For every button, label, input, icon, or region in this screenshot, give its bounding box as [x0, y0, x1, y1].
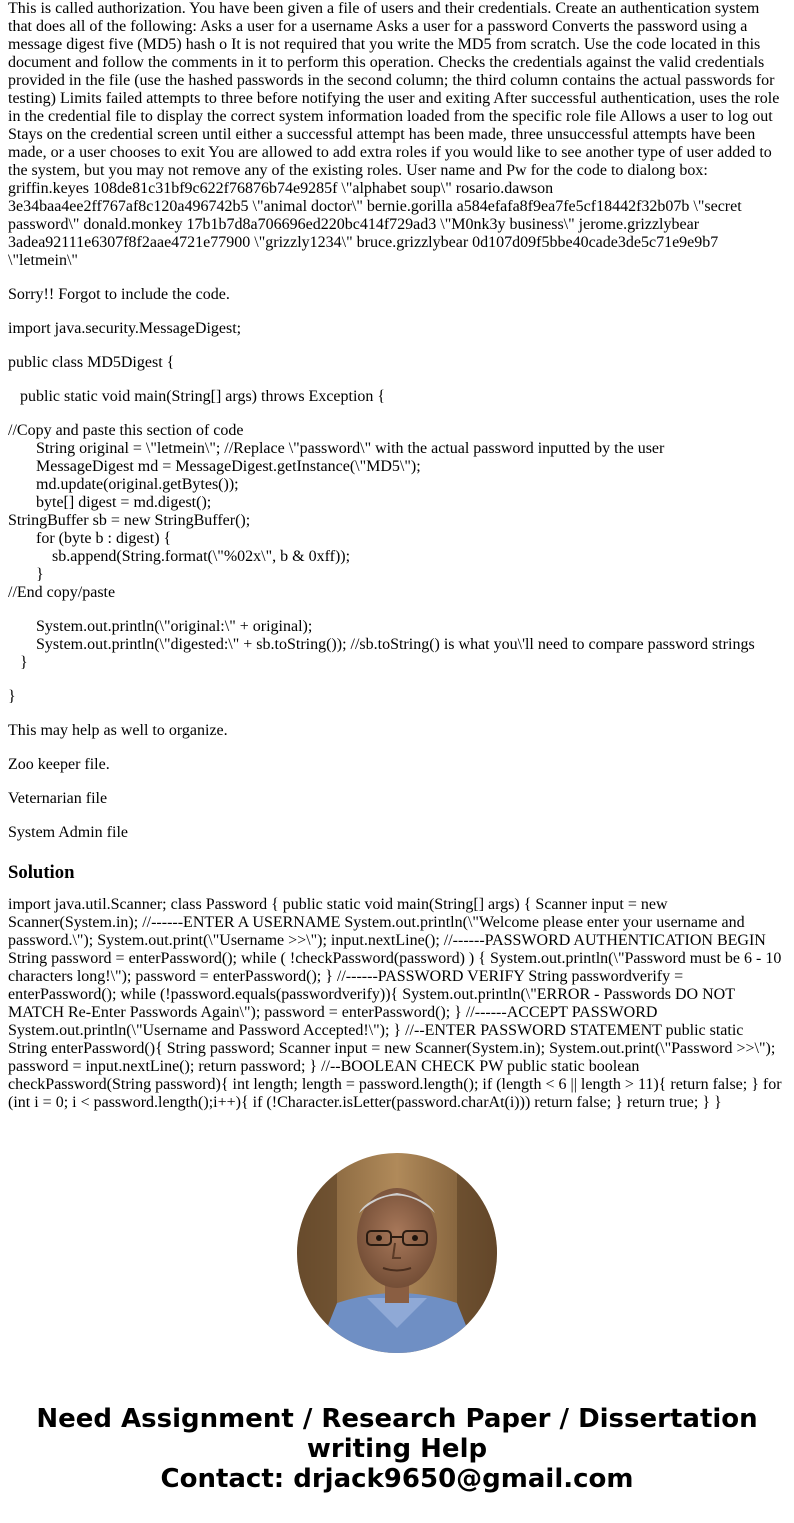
code-comment-copy: //Copy and paste this section of code	[8, 422, 244, 439]
zookeeper-file-label: Zoo keeper file.	[8, 756, 110, 773]
code-line-for: for (byte b : digest) {	[36, 530, 172, 547]
contact-banner-line2: Contact: drjack9650@gmail.com	[160, 1464, 634, 1494]
code-import: import java.security.MessageDigest;	[8, 320, 242, 337]
code-line-stringbuffer: StringBuffer sb = new StringBuffer();	[8, 512, 251, 529]
code-print-block	[8, 618, 786, 672]
code-line-digest: byte[] digest = md.digest();	[36, 494, 212, 511]
solution-body: import java.util.Scanner; class Password { public static void main(String[] args) { Scanner input = new Scanner(System.in); //------ENTER A USERNAME System.out.println(\"Welcome please enter your username and password.\"); System.out.print(\"Username >>\"); input.nextLine(); //------PASSWORD AUTHENTICATION BEGIN String password = enterPassword(); while ( !checkPassword(password) ) { System.out.println(\"Password must be 6 - 10 characters long!\"); password = enterPassword(); } //------PASSWORD VERIFY String passwordverify = enterPassword(); while (!password.equals(passwordverify)){ System.out.println(\"ERROR - Passwords DO NOT MATCH Re-Enter Passwords Again\"); password = enterPassword(); } //------ACCEPT PASSWORD System.out.println(\"Username and Password Accepted!\"); } //--ENTER PASSWORD STATEMENT public static String enterPassword(){ String password; Scanner input = new Scanner(System.in); System.out.print(\"Password >>\"); password = input.nextLine(); return password; } //--BOOLEAN CHECK PW public static boolean checkPassword(String password){ int length; length = password.length(); if (length < 6 || length > 11){ return false; } for (int i = 0; i < password.length();i++){ if (!Character.isLetter(password.charAt(i))) return false; } return true; } }	[8, 896, 782, 1111]
code-close-main: }	[20, 654, 28, 671]
veterinarian-file-label: Veternarian file	[8, 790, 108, 807]
code-line-original: String original = \"letmein\"; //Replace \"password\" with the actual password inputted by the user	[36, 440, 665, 457]
code-close-class: }	[8, 688, 16, 705]
contact-banner-line1: Need Assignment / Research Paper / Dissertation writing Help	[36, 1404, 758, 1464]
forgot-note: Sorry!! Forgot to include the code.	[8, 286, 230, 303]
code-main-declaration: public static void main(String[] args) throws Exception {	[20, 388, 386, 405]
code-comment-end: //End copy/paste	[8, 584, 116, 601]
code-print-original: System.out.println(\"original:\" + original);	[36, 618, 313, 635]
question-intro: This is called authorization. You have been given a file of users and their credentials. Create an authentication system that does all of the following: Asks a user for a username Asks a user for a password Converts the password using a message digest five (MD5) hash o It is not required that you write the MD5 from scratch. Use the code located in this document and follow the comments in it to perform this operation. Checks the credentials against the valid credentials provided in the file (use the hashed passwords in the second column; the third column contains the actual passwords for testing) Limits failed attempts to three before notifying the user and exiting After successful authentication, uses the role in the credential file to display the correct system information loaded from the specific role file Allows a user to log out Stays on the credential screen until either a successful attempt has been made, three unsuccessful attempts have been made, or a user chooses to exit You are allowed to add extra roles if you would like to see another type of user added to the system, but you may not remove any of the existing roles. User name and Pw for the code to dialong box: griffin.keyes 108de81c31bf9c622f76876b74e9285f \"alphabet soup\" rosario.dawson 3e34baa4ee2ff767af8c120a496742b5 \"animal doctor\" bernie.gorilla a584efafa8f9ea7fe5cf18442f32b07b \"secret password\" donald.monkey 17b1b7d8a706696ed220bc414f729ad3 \"M0nk3y business\" jerome.grizzlybear 3adea92111e6307f8f2aae4721e77900 \"grizzly1234\" bruce.grizzlybear 0d107d09f5bbe40cade3de5c71e9e9b7 \"letmein\"	[8, 0, 780, 269]
code-line-append: sb.append(String.format(\"%02x\", b & 0xff));	[52, 548, 351, 565]
code-line-md: MessageDigest md = MessageDigest.getInstance(\"MD5\");	[36, 458, 421, 475]
code-line-update: md.update(original.getBytes());	[36, 476, 239, 493]
sysadmin-file-label: System Admin file	[8, 824, 128, 841]
author-avatar	[297, 1153, 497, 1353]
author-portrait-image	[297, 1153, 497, 1353]
contact-banner	[0, 1404, 794, 1494]
organize-note: This may help as well to organize.	[8, 722, 228, 739]
code-class-declaration: public class MD5Digest {	[8, 354, 175, 371]
code-print-digested: System.out.println(\"digested:\" + sb.toString()); //sb.toString() is what you\'ll need to compare password strings	[36, 636, 755, 653]
solution-heading: Solution	[8, 862, 75, 883]
code-block	[8, 422, 786, 602]
code-line-close-for: }	[36, 566, 44, 583]
